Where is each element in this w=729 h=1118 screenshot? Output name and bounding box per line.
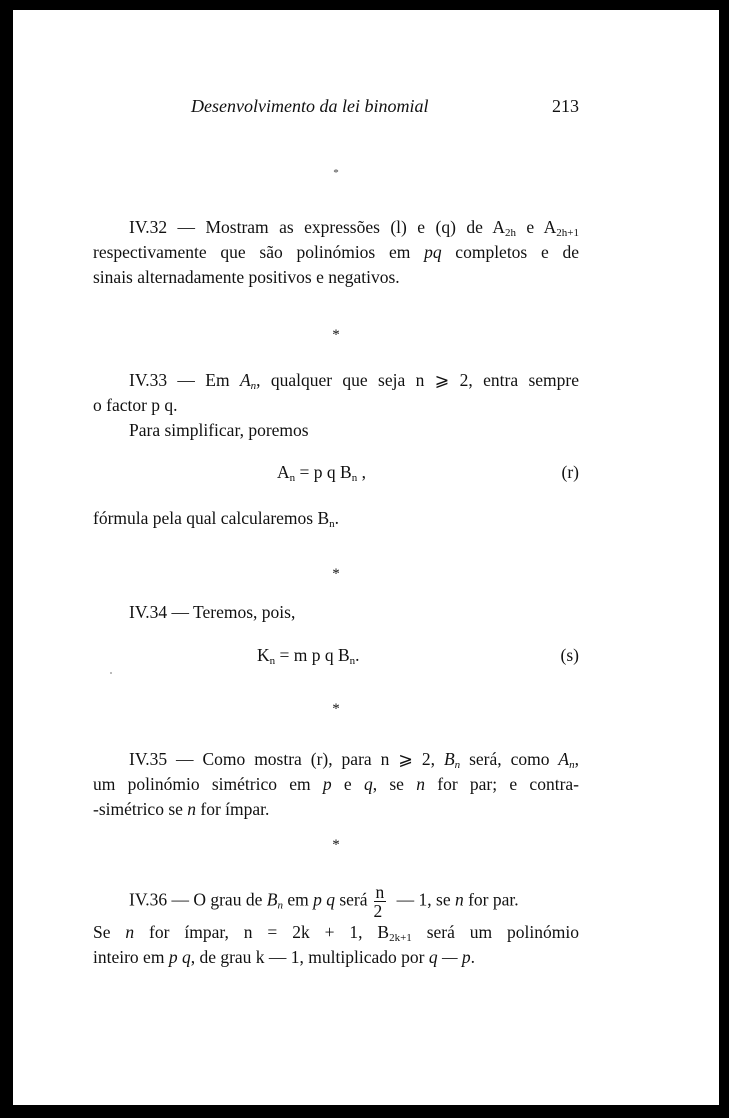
text-line bbox=[93, 368, 579, 393]
text-line bbox=[93, 920, 579, 945]
subscript: n bbox=[454, 759, 461, 771]
section-iv-36-cont bbox=[93, 920, 579, 970]
text: Para simplificar, poremos bbox=[129, 420, 309, 440]
subscript: n bbox=[349, 655, 356, 667]
section-iv-33 bbox=[93, 368, 579, 443]
math-var: p q bbox=[168, 947, 191, 967]
text-line bbox=[93, 418, 579, 443]
text-line bbox=[93, 265, 579, 290]
math: = p q B bbox=[295, 462, 352, 482]
text: será, como bbox=[460, 749, 559, 769]
dash: — bbox=[167, 217, 206, 237]
text-line bbox=[93, 747, 579, 772]
dash: — bbox=[167, 889, 194, 910]
text: o factor p q. bbox=[93, 395, 178, 415]
text: sinais alternadamente positivos e negativos. bbox=[93, 267, 400, 287]
section-separator: * bbox=[333, 167, 339, 179]
math-var: q bbox=[363, 774, 373, 794]
section-number: IV.35 bbox=[129, 749, 168, 769]
math-var: pq bbox=[424, 242, 442, 262]
text-line bbox=[93, 797, 579, 822]
text: , se bbox=[372, 774, 417, 794]
fraction-numerator: n bbox=[375, 882, 385, 902]
text: -simétrico se bbox=[93, 799, 188, 819]
subscript: n bbox=[269, 655, 276, 667]
text: , bbox=[574, 749, 579, 769]
text-line bbox=[93, 600, 579, 625]
text: e A bbox=[515, 217, 557, 237]
text: será um polinómio bbox=[411, 922, 580, 942]
section-iv-33-cont bbox=[93, 506, 579, 531]
running-title: Desenvolvimento da lei binomial bbox=[191, 96, 429, 116]
subscript: n bbox=[351, 472, 358, 484]
math-var: n bbox=[125, 922, 135, 942]
math: . bbox=[355, 645, 360, 665]
subscript: n bbox=[569, 759, 575, 771]
math: , bbox=[357, 462, 366, 482]
text: será bbox=[334, 889, 368, 910]
subscript: n bbox=[250, 380, 257, 392]
text: Como mostra (r), para n ⩾ 2, bbox=[202, 749, 444, 769]
subscript: 2h+1 bbox=[556, 227, 579, 239]
section-iv-32 bbox=[93, 215, 579, 290]
text-line bbox=[93, 393, 579, 418]
subscript: 2k+1 bbox=[389, 932, 412, 944]
math-var: p bbox=[322, 774, 332, 794]
speck bbox=[110, 672, 112, 674]
dash: — bbox=[167, 602, 194, 622]
running-header bbox=[93, 94, 579, 120]
subscript: 2h bbox=[504, 227, 516, 239]
math-var: B bbox=[266, 889, 278, 910]
text: , de grau k — 1, multiplicado por bbox=[190, 947, 429, 967]
page-number: 213 bbox=[552, 96, 579, 116]
text: , qualquer que seja n ⩾ 2, entra sempre bbox=[256, 370, 580, 390]
text: . bbox=[334, 508, 340, 528]
math-var: A bbox=[239, 370, 251, 390]
math-var: q — p bbox=[428, 947, 471, 967]
math-var: A bbox=[277, 462, 290, 482]
text: for par; e contra- bbox=[424, 774, 579, 794]
text: em bbox=[282, 889, 314, 910]
text: inteiro em bbox=[93, 947, 169, 967]
text-line bbox=[93, 506, 579, 531]
dash: — bbox=[167, 749, 203, 769]
text: Em bbox=[205, 370, 240, 390]
math-var: n bbox=[454, 889, 464, 910]
text: O grau de bbox=[193, 889, 267, 910]
math-var: n bbox=[187, 799, 197, 819]
section-separator: * bbox=[332, 701, 340, 717]
text-line bbox=[93, 772, 579, 797]
section-separator: * bbox=[332, 837, 340, 853]
text: for ímpar. bbox=[196, 799, 270, 819]
formula-expression bbox=[277, 460, 366, 485]
dash: — bbox=[167, 370, 206, 390]
subscript: n bbox=[277, 899, 283, 912]
section-number: IV.34 bbox=[129, 602, 168, 622]
text: — 1, se bbox=[392, 889, 455, 910]
math-var: B bbox=[443, 749, 455, 769]
math-var: A bbox=[558, 749, 570, 769]
equation-tag: (s) bbox=[560, 645, 579, 665]
text-line bbox=[93, 215, 579, 240]
text: fórmula pela qual calcularemos B bbox=[93, 508, 330, 528]
section-number: IV.33 bbox=[129, 370, 168, 390]
text: completos e de bbox=[441, 242, 579, 262]
text: . bbox=[470, 947, 476, 967]
section-iv-34 bbox=[93, 600, 579, 625]
fraction-denominator: 2 bbox=[373, 901, 383, 921]
formula-s bbox=[93, 643, 579, 669]
text: Mostram as expressões (l) e (q) de A bbox=[205, 217, 505, 237]
equation-tag: (r) bbox=[561, 462, 579, 482]
math-var: p q bbox=[313, 889, 335, 910]
text-line bbox=[93, 240, 579, 265]
formula-expression bbox=[257, 643, 360, 668]
text: um polinómio simétrico em bbox=[93, 774, 323, 794]
section-number: IV.32 bbox=[129, 217, 168, 237]
text: Se bbox=[93, 922, 126, 942]
math-var: n bbox=[416, 774, 425, 794]
subscript: n bbox=[329, 518, 335, 530]
fraction bbox=[374, 883, 387, 920]
text: Teremos, pois, bbox=[193, 602, 296, 622]
text-line bbox=[93, 945, 579, 970]
section-separator: * bbox=[332, 566, 340, 582]
math-var: K bbox=[257, 645, 270, 665]
text: respectivamente que são polinómios em bbox=[93, 242, 425, 262]
text: e bbox=[331, 774, 364, 794]
book-page bbox=[13, 10, 719, 1105]
text: for par. bbox=[463, 889, 519, 910]
text: for ímpar, n = 2k + 1, B bbox=[134, 922, 390, 942]
section-iv-36 bbox=[93, 882, 579, 921]
section-number: IV.36 bbox=[129, 889, 168, 910]
subscript: n bbox=[289, 472, 296, 484]
formula-r bbox=[93, 460, 579, 486]
section-iv-35 bbox=[93, 747, 579, 822]
math: = m p q B bbox=[275, 645, 350, 665]
section-separator: * bbox=[332, 327, 340, 343]
text-line bbox=[93, 882, 579, 921]
